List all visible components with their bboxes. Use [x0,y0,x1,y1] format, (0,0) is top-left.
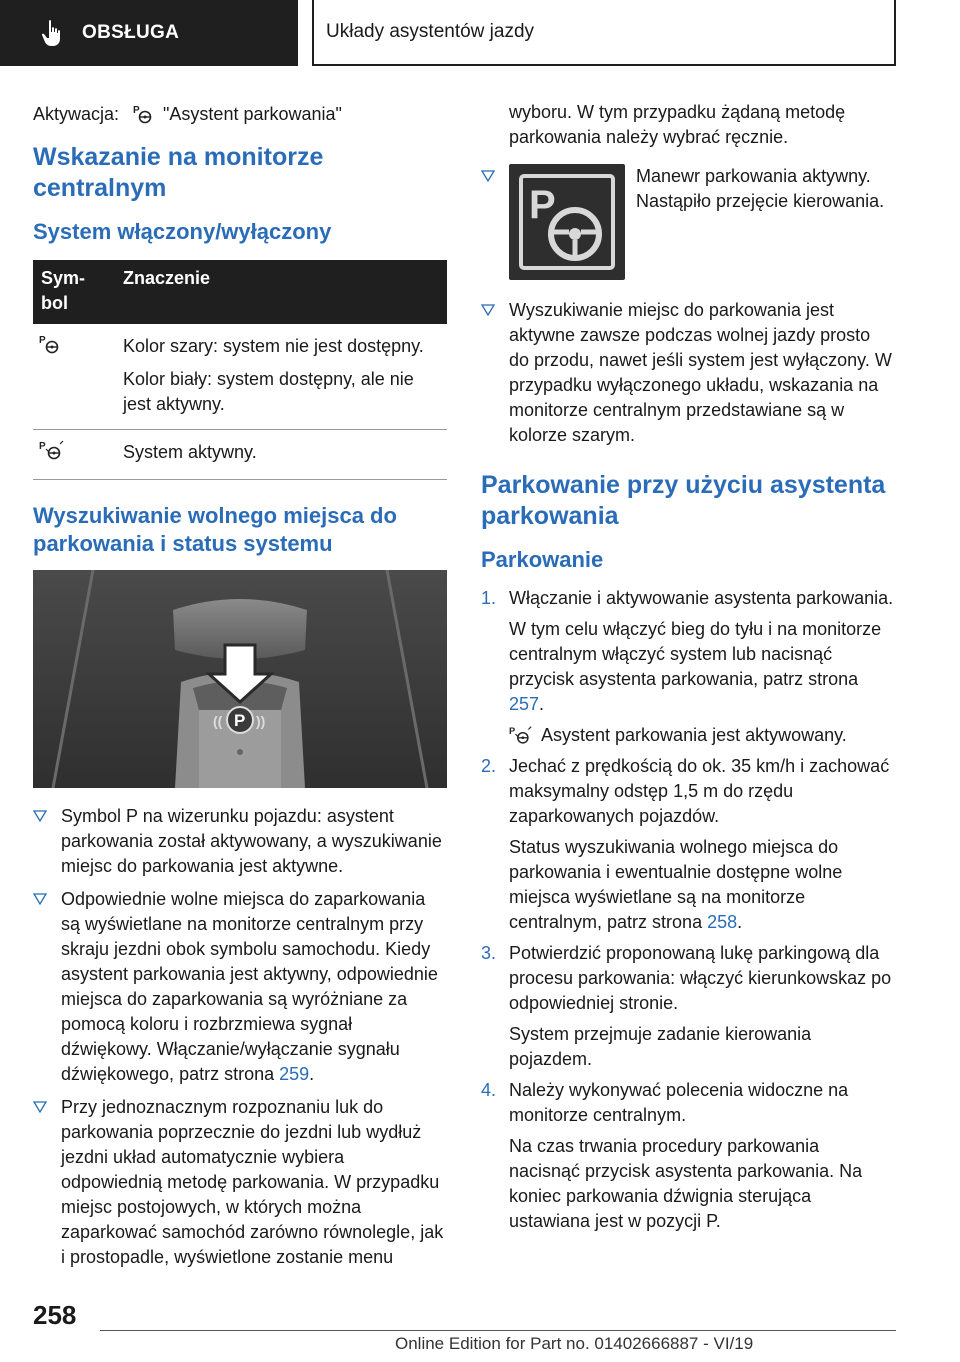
hand-icon [40,19,64,47]
svg-text:P: P [234,711,246,730]
list-item: 4. Należy wykonywać polecenia widoczne na monitorze centralnym. Na czas trwania procedury parkowania nacisnąć przycisk asystenta parkowania. Na koniec parkowania dźwignia sterująca ustawiana jest w pozycji P. [481,1080,863,1231]
park-assist-active-icon [39,440,65,460]
heading-central-monitor: Wskazanie na monitorze centralnym [33,143,324,202]
park-assist-icon [39,334,61,354]
heading-system-on-off: System włączony/wyłączony [33,219,332,244]
svg-text:P: P [39,441,46,452]
activation-line [33,100,447,128]
triangle-bullet-icon [33,1101,47,1113]
triangle-bullet-icon [33,810,47,822]
svg-text:P: P [529,183,556,227]
svg-text:P: P [509,726,516,737]
page-link-257[interactable]: 257 [509,694,540,714]
page-link-258[interactable]: 258 [707,912,738,932]
symbol-table [33,260,447,480]
col-symbol: Sym-bol [33,260,115,324]
triangle-bullet-icon [33,893,47,905]
left-column [33,100,447,1278]
maneuver-active-text: Manewr parkowania aktywny. Nastąpiło przejęcie kierowania. [636,166,885,211]
chapter-title: Układy asystentów jazdy [326,21,535,42]
section-tab [0,0,298,66]
park-assist-active-icon [509,725,533,745]
section-title: OBSŁUGA [82,22,180,43]
triangle-bullet-icon [481,170,495,182]
list-item [481,164,895,284]
svg-text:P: P [39,335,46,346]
row1-text-b: Kolor biały: system dostępny, ale nie jest aktywny. [123,369,414,414]
edition-note: Online Edition for Part no. 01402666887 - VI/19 [395,1334,754,1353]
page-link-259[interactable]: 259 [279,1064,310,1084]
svg-text:((: (( [213,713,223,729]
list-item: 1. Włączanie i aktywowanie asystenta parkowania. W tym celu włączyć bieg do tyłu i na monitorze centralnym włączyć system lub nacisnąć przycisk asystenta parkowania, patrz strona 257. P Asystent parkowania jest aktywowany. [481,588,894,745]
activation-value: "Asystent parkowania" [163,103,342,124]
row2-text: System aktywny. [115,430,447,480]
triangle-bullet-icon [481,304,495,316]
svg-text:P: P [133,105,140,116]
right-column [481,100,895,1240]
col-meaning: Znaczenie [115,260,447,324]
car-top-view-image [33,570,447,788]
continued-text: wyboru. W tym przypadku żądaną metodę parkowania należy wybrać ręcznie. [509,102,846,147]
parking-display-illustration [33,570,447,788]
chapter-tab [312,0,896,66]
svg-text:)): )) [256,713,266,729]
list-item: Odpowiednie wolne miejsca do zaparkowania są wyświetlane na monitorze centralnym przy skraju jezdni obok symbolu samochodu. Kiedy asystent parkowania jest aktywny, odpowiednie miejsca do zaparkowania są wyróżniane za pomocą koloru i rozbrzmiewa sygnał dźwiękowy. Włączanie/wyłączanie sygnału dźwiękowego, patrz strona 259. [33,887,447,1087]
maneuver-active-icon [509,164,625,280]
activation-label: Aktywacja: [33,103,120,124]
table-row [33,324,447,430]
heading-parking-assistant: Parkowanie przy użyciu asystenta parkowania [481,471,886,530]
list-item: 2. Jechać z prędkością do ok. 35 km/h i zachować maksymalny odstęp 1,5 m do rzędu zaparkowanych pojazdów. Status wyszukiwania wolnego miejsca do parkowania i ewentualnie dostępne wolne miejsca wyświetlane są na monitorze centralnym, patrz strona 258. [481,756,890,932]
list-item: Wyszukiwanie miejsc do parkowania jest aktywne zawsze podczas wolnej jazdy prosto do przodu, nawet jeśli system jest wyłączony. W przypadku wyłączonego układu, wskazania na monitorze centralnym przedstawiane są w kolorze szarym. [481,298,895,448]
page-number: 258 [33,1300,77,1330]
row1-text-a: Kolor szary: system nie jest dostępny. [123,336,424,356]
footer-divider [100,1330,896,1331]
park-assist-icon [133,104,153,124]
list-item: 3. Potwierdzić proponowaną lukę parkingową dla procesu parkowania: włączyć kierunkowskaz po odpowiedniej stronie. System przejmuje zadanie kierowania pojazdem. [481,943,892,1069]
heading-parking: Parkowanie [481,547,604,572]
list-item: Przy jednoznacznym rozpoznaniu luk do parkowania poprzecznie do jezdni lub wydłuż jezdni układ automatycznie wybiera odpowiednią metodę parkowania. W przypadku miejsc postojowych, w których można zaparkować samochód zarówno równolegle, jak i prostopadle, wyświetlone zostanie menu [33,1095,447,1270]
list-item: Symbol P na wizerunku pojazdu: asystent parkowania został aktywowany, a wyszukiwanie miejsc do parkowania jest aktywne. [33,804,447,879]
heading-search-status: Wyszukiwanie wolnego miejsca do parkowania i status systemu [33,503,397,556]
page-header [0,0,960,66]
table-row [33,430,447,480]
table-header-row [33,260,447,324]
